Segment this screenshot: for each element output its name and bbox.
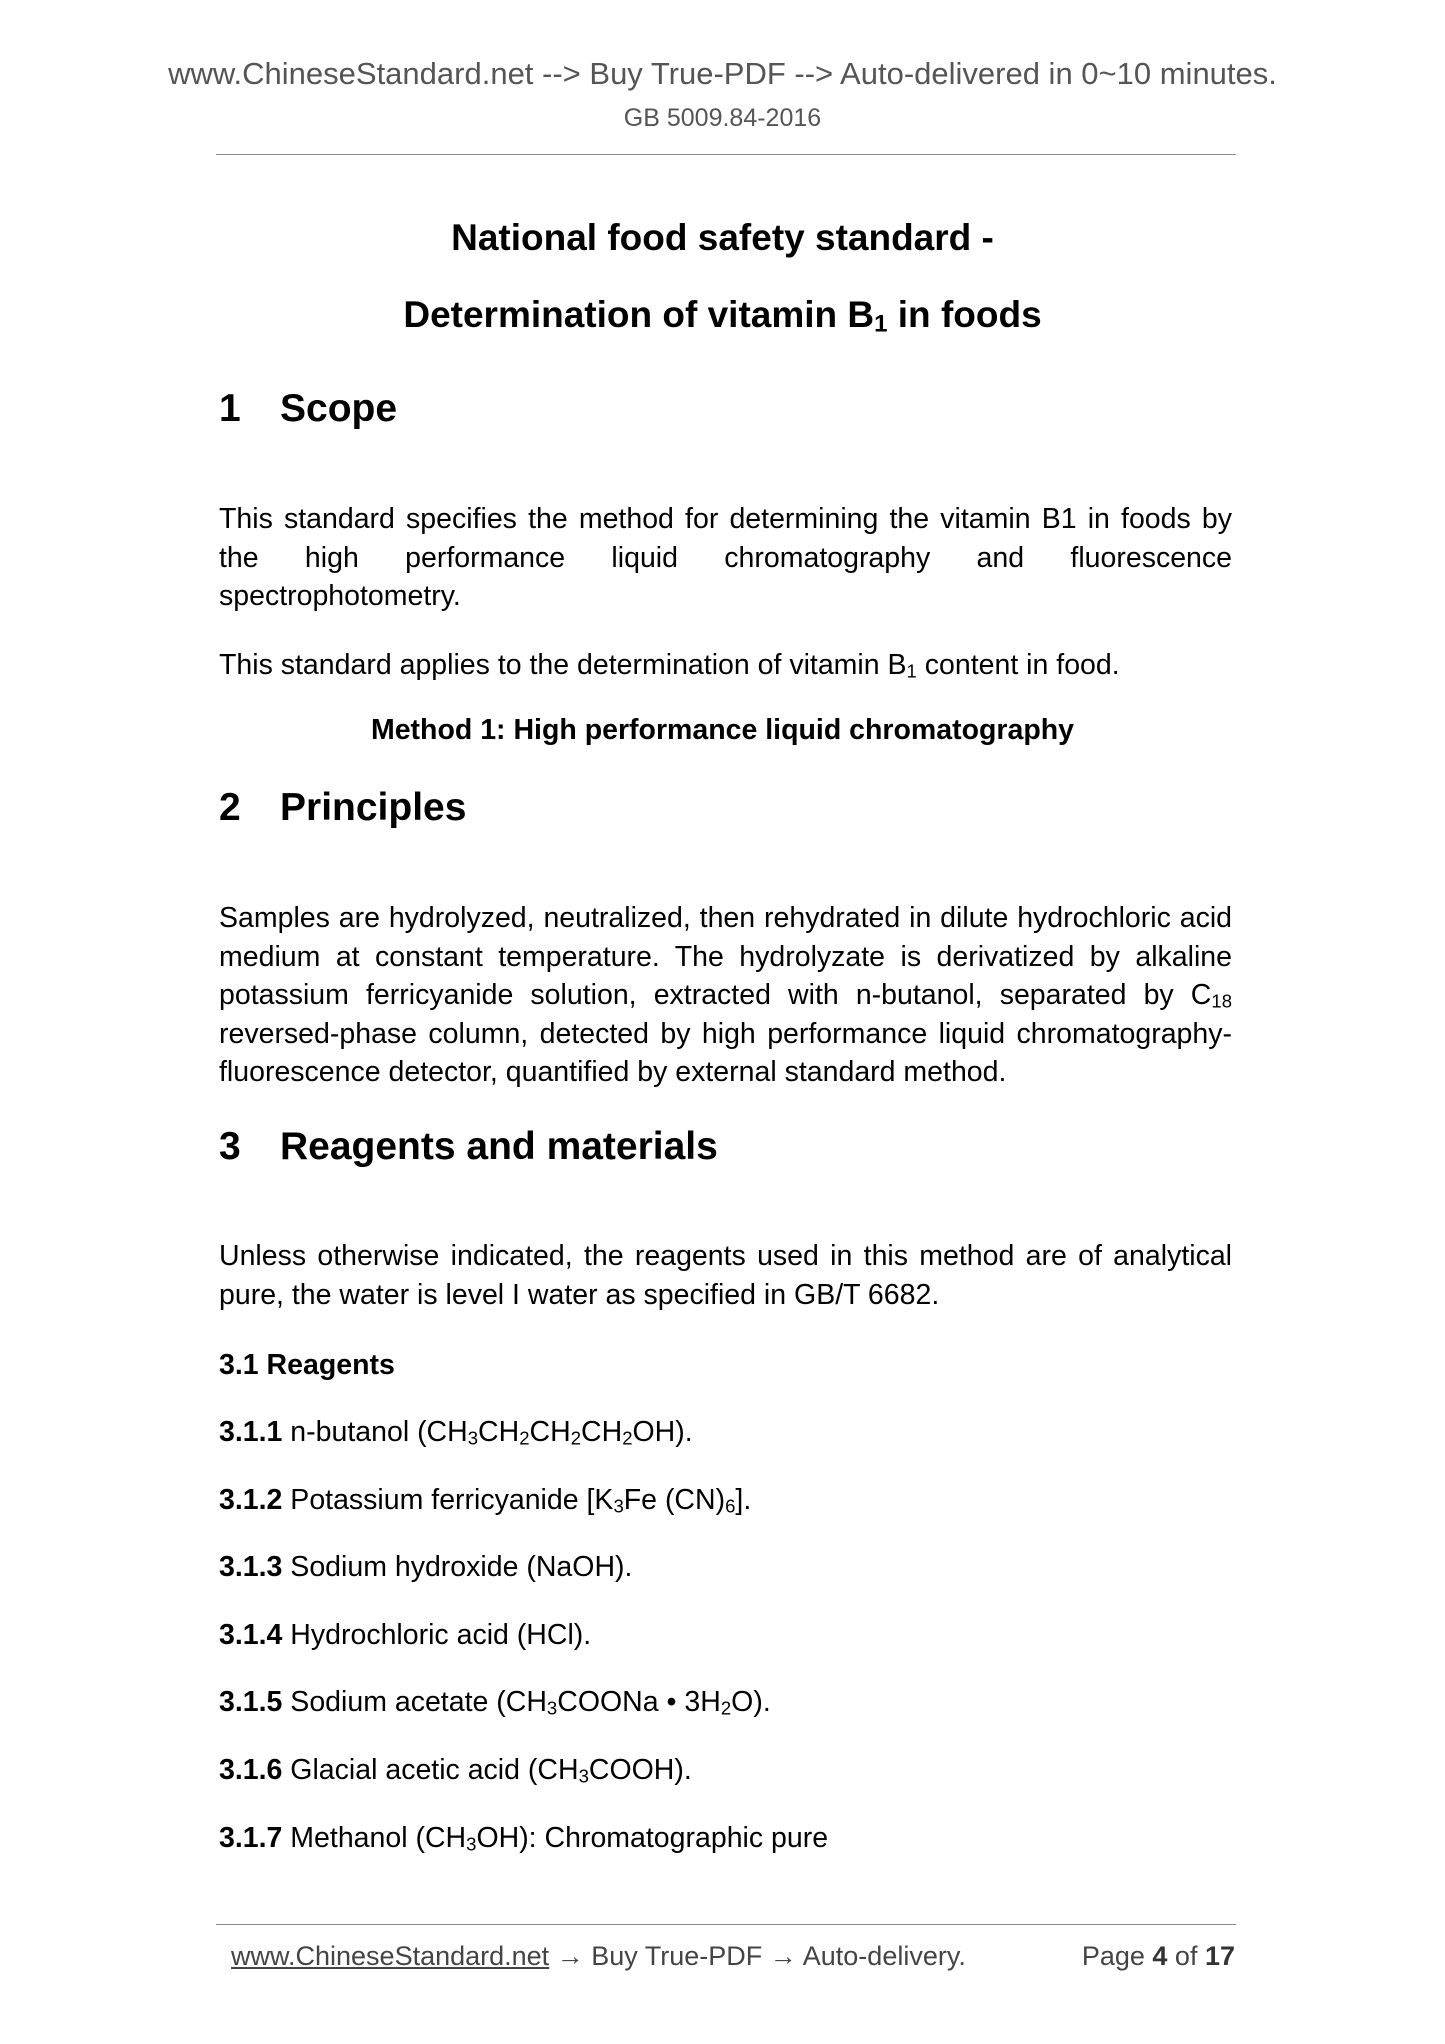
site-link[interactable]: www.ChineseStandard.net [231, 1941, 550, 1971]
reagents-subheading: 3.1 Reagents [219, 1349, 395, 1381]
reagent-item: 3.1.2 Potassium ferricyanide [$K_3Fe$ $(CN)_6$]. [219, 1483, 752, 1516]
reagents-intro-paragraph: Unless otherwise indicated, the reagents used in this method are of analytical pure, the water is level I water as specified in GB/T 6682. [219, 1240, 1232, 1311]
standard-number: GB 5009.84-2016 [623, 104, 822, 132]
reagent-item: 3.1.6 Glacial acetic acid $(CH_3COOH)$. [219, 1754, 692, 1787]
footer-links: www.ChineseStandard.net → Buy True-PDF → Auto-delivery. [231, 1941, 966, 1971]
page-indicator: Page 4 of 17 [1081, 1941, 1235, 1971]
reagent-number: 3.1.5 [219, 1686, 283, 1719]
page-number: 4 [1152, 1941, 1168, 1971]
buy-pdf-text: Buy True-PDF [591, 1941, 763, 1971]
principles-paragraph: Samples are hydrolyzed, neutralized, then rehydrated in dilute hydrochloric acid medium at constant temperature. The hydrolyzate is derivatized by alkaline potassium ferricyanide solution, extracted with n-butanol, separated by $C_{18}$ reversed-phase column, detected by high performance liquid chromatography-fluorescence detector, quantified by external standard method. [219, 902, 1232, 1088]
footer-divider [216, 1924, 1236, 1925]
section-2-heading [219, 786, 466, 830]
reagent-item: 3.1.3 Sodium hydroxide (NaOH). [219, 1551, 633, 1584]
header-banner: www.ChineseStandard.net --> Buy True-PDF --> Auto-delivered in 0~10 minutes. [168, 56, 1277, 91]
reagent-item: 3.1.7 Methanol $(CH_3OH)$: Chromatographic pure [219, 1821, 829, 1854]
reagent-number: 3.1.1 [219, 1416, 283, 1448]
header-divider [216, 154, 1236, 155]
reagent-number: 3.1.4 [219, 1618, 283, 1651]
section-title: Scope [280, 387, 398, 430]
section-3-heading [219, 1125, 718, 1169]
reagent-number: 3.1.6 [219, 1754, 283, 1786]
section-number: 1 [219, 387, 241, 430]
section-title: Principles [280, 786, 467, 829]
doc-title-line1: National food safety standard - [451, 217, 994, 258]
reagent-number: 3.1.2 [219, 1483, 283, 1516]
auto-delivery-text: Auto-delivery. [802, 1941, 966, 1971]
section-number: 2 [219, 786, 241, 829]
scope-paragraph-1: This standard specifies the method for determining the vitamin B1 in foods by the high performance liquid chromatography and fluorescence spectrophotometry. [219, 503, 1232, 612]
section-1-heading [219, 387, 397, 431]
page-total: 17 [1204, 1941, 1235, 1971]
reagent-item: 3.1.4 Hydrochloric acid (HCl). [219, 1618, 592, 1651]
scope-paragraph-2: This standard applies to the determination of vitamin $B_1$ content in food. [219, 649, 1120, 682]
reagent-number: 3.1.7 [219, 1821, 283, 1854]
reagent-item: 3.1.1 n-butanol $(CH_3CH_2CH_2CH_2OH)$. [219, 1416, 693, 1449]
reagent-item: 3.1.5 Sodium acetate ($CH_3COONa$ • $3H_2O$). [219, 1686, 771, 1719]
section-title: Reagents and materials [280, 1125, 718, 1168]
doc-title-line2: Determination of vitamin $B_1$ in foods [403, 294, 1042, 338]
reagent-number: 3.1.3 [219, 1551, 283, 1584]
method-heading: Method 1: High performance liquid chromatography [370, 714, 1075, 746]
section-number: 3 [219, 1125, 241, 1168]
